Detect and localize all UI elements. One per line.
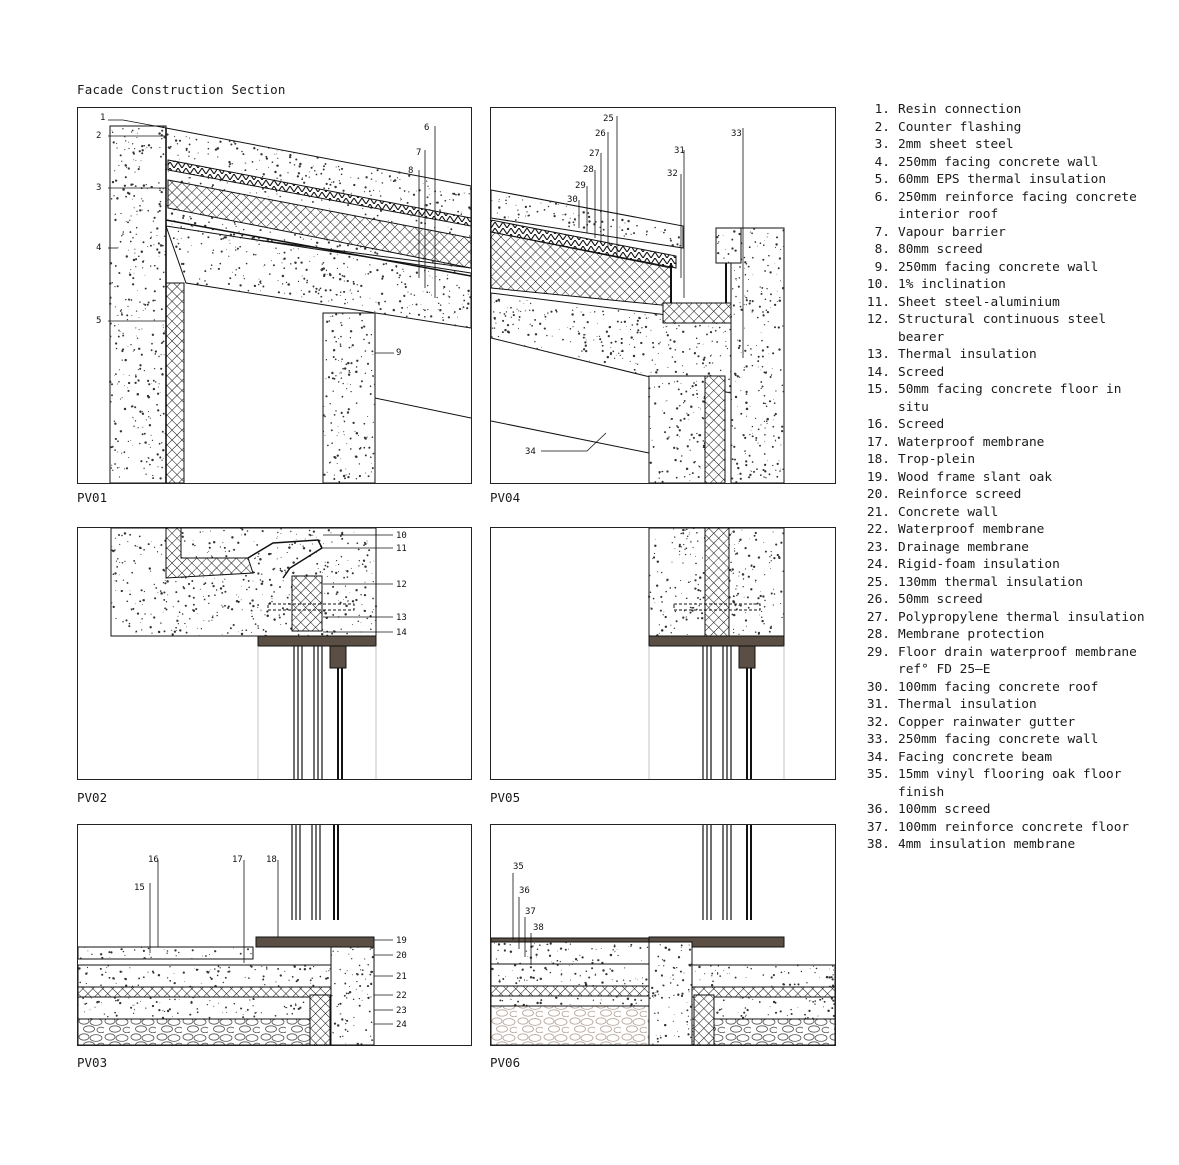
callout-number: 3 xyxy=(96,183,102,193)
legend-item-text: 2mm sheet steel xyxy=(898,137,1014,152)
legend-item-text: Copper rainwater gutter xyxy=(898,714,1076,730)
legend-item-number: 7. xyxy=(874,224,890,240)
legend-item-number: 1. xyxy=(874,102,890,117)
legend-item-text: Concrete wall xyxy=(898,504,999,520)
legend-item xyxy=(856,364,1156,382)
callout-number: 37 xyxy=(525,907,536,917)
materials-legend xyxy=(856,101,1156,854)
legend-item-text: 60mm EPS thermal insulation xyxy=(898,172,1107,187)
legend-item-number: 28. xyxy=(866,627,890,642)
legend-item-number: 32. xyxy=(866,714,890,730)
legend-item-text: 250mm facing concrete wall xyxy=(898,259,1099,275)
legend-item-number: 2. xyxy=(874,119,890,135)
legend-item xyxy=(856,276,1156,294)
legend-item xyxy=(856,224,1156,242)
legend-item-text: Structural continuous steel bearer xyxy=(898,312,1107,345)
callout-number: 30 xyxy=(567,195,578,205)
legend-item-number: 26. xyxy=(866,592,890,607)
callout-number: 2 xyxy=(96,131,102,141)
legend-item-number: 19. xyxy=(866,469,890,485)
panel-pv05 xyxy=(490,527,836,780)
legend-item xyxy=(856,311,1156,346)
legend-item-text: 50mm facing concrete floor in situ xyxy=(898,382,1122,415)
legend-item xyxy=(856,836,1156,854)
callout-number: 15 xyxy=(134,883,145,893)
callout-number: 25 xyxy=(603,114,614,124)
legend-item-number: 17. xyxy=(866,434,890,450)
callout-number: 18 xyxy=(266,855,277,865)
callout-number: 24 xyxy=(396,1020,407,1030)
callout-number: 26 xyxy=(595,129,606,139)
legend-item-text: 50mm screed xyxy=(898,592,983,607)
legend-item xyxy=(856,469,1156,487)
panel-pv01 xyxy=(77,107,472,484)
callout-number: 6 xyxy=(424,123,430,133)
legend-item-text: Reinforce screed xyxy=(898,487,1022,502)
legend-item-number: 27. xyxy=(866,609,890,625)
callout-number: 35 xyxy=(513,862,524,872)
legend-item-text: Floor drain waterproof membrane ref° FD 25—E xyxy=(898,644,1137,677)
legend-item xyxy=(856,136,1156,154)
legend-item-text: Wood frame slant oak xyxy=(898,469,1053,485)
legend-item-text: Counter flashing xyxy=(898,119,1022,135)
legend-item-text: 250mm reinforce facing concrete interior roof xyxy=(898,189,1137,222)
callout-number: 27 xyxy=(589,149,600,159)
legend-item xyxy=(856,626,1156,644)
legend-item-number: 4. xyxy=(874,154,890,170)
callout-number: 1 xyxy=(100,113,106,123)
legend-item xyxy=(856,644,1156,679)
legend-item xyxy=(856,346,1156,364)
legend-item xyxy=(856,539,1156,557)
legend-item-text: Polypropylene thermal insulation xyxy=(898,609,1145,625)
callout-number: 13 xyxy=(396,613,407,623)
legend-item-text: Waterproof membrane xyxy=(898,522,1045,537)
legend-item-text: 130mm thermal insulation xyxy=(898,574,1083,590)
legend-item xyxy=(856,591,1156,609)
callout-number: 22 xyxy=(396,991,407,1001)
legend-item xyxy=(856,241,1156,259)
callout-number: 32 xyxy=(667,169,678,179)
callout-number: 8 xyxy=(408,166,414,176)
callout-number: 19 xyxy=(396,936,407,946)
legend-item-number: 24. xyxy=(866,557,890,572)
legend-item xyxy=(856,819,1156,837)
legend-item-text: 80mm screed xyxy=(898,242,983,257)
page-title: Facade Construction Section xyxy=(77,82,286,97)
legend-item xyxy=(856,574,1156,592)
callout-number: 38 xyxy=(533,923,544,933)
legend-item-text: Screed xyxy=(898,364,945,380)
callout-number: 14 xyxy=(396,628,407,638)
legend-item xyxy=(856,259,1156,277)
legend-item xyxy=(856,119,1156,137)
legend-item-number: 34. xyxy=(866,749,890,765)
callouts-pv01 xyxy=(78,108,471,483)
callout-number: 33 xyxy=(731,129,742,139)
legend-item xyxy=(856,801,1156,819)
legend-item xyxy=(856,101,1156,119)
callout-number: 5 xyxy=(96,316,102,326)
callout-number: 10 xyxy=(396,531,407,541)
legend-item-number: 9. xyxy=(874,259,890,275)
legend-item xyxy=(856,381,1156,416)
legend-item xyxy=(856,294,1156,312)
legend-item xyxy=(856,556,1156,574)
legend-item-text: Vapour barrier xyxy=(898,224,1006,240)
legend-item xyxy=(856,416,1156,434)
legend-item xyxy=(856,609,1156,627)
callout-number: 4 xyxy=(96,243,102,253)
legend-item-number: 37. xyxy=(866,819,890,835)
legend-item-text: Waterproof membrane xyxy=(898,434,1045,450)
legend-item-text: Thermal insulation xyxy=(898,347,1037,362)
legend-item-text: 1% inclination xyxy=(898,277,1006,292)
legend-item-text: Sheet steel-aluminium xyxy=(898,294,1060,310)
callout-number: 34 xyxy=(525,447,536,457)
legend-item-number: 18. xyxy=(866,452,890,467)
panel-pv04 xyxy=(490,107,836,484)
legend-item-text: 100mm reinforce concrete floor xyxy=(898,819,1130,835)
panel-label-pv01: PV01 xyxy=(77,490,108,505)
legend-item xyxy=(856,434,1156,452)
legend-item-number: 14. xyxy=(866,364,890,380)
legend-item-text: Screed xyxy=(898,417,945,432)
legend-item xyxy=(856,486,1156,504)
panel-label-pv04: PV04 xyxy=(490,490,521,505)
legend-item xyxy=(856,714,1156,732)
panel-pv02 xyxy=(77,527,472,780)
callout-number: 23 xyxy=(396,1006,407,1016)
legend-item-text: Facing concrete beam xyxy=(898,749,1053,765)
panel-label-pv05: PV05 xyxy=(490,790,521,805)
legend-item-number: 15. xyxy=(866,382,890,397)
legend-item-number: 3. xyxy=(874,137,890,152)
legend-item-number: 35. xyxy=(866,767,890,782)
legend-item-text: 100mm facing concrete roof xyxy=(898,679,1099,695)
legend-item-number: 23. xyxy=(866,539,890,555)
legend-item xyxy=(856,504,1156,522)
legend-item xyxy=(856,154,1156,172)
legend-item-number: 21. xyxy=(866,504,890,520)
legend-item-number: 16. xyxy=(866,417,890,432)
legend-item-number: 12. xyxy=(866,312,890,327)
legend-item-number: 38. xyxy=(866,837,890,852)
callout-number: 16 xyxy=(148,855,159,865)
legend-item-text: Membrane protection xyxy=(898,627,1045,642)
legend-item-number: 36. xyxy=(866,802,890,817)
legend-item xyxy=(856,731,1156,749)
callouts-pv06 xyxy=(491,825,835,1045)
legend-item-number: 13. xyxy=(866,347,890,362)
legend-item xyxy=(856,521,1156,539)
legend-item xyxy=(856,451,1156,469)
legend-item-text: Rigid-foam insulation xyxy=(898,557,1060,572)
legend-item xyxy=(856,766,1156,801)
legend-item-number: 8. xyxy=(874,242,890,257)
callout-number: 36 xyxy=(519,886,530,896)
legend-item-number: 5. xyxy=(874,172,890,187)
callout-number: 12 xyxy=(396,580,407,590)
callout-number: 11 xyxy=(396,544,407,554)
callout-number: 28 xyxy=(583,165,594,175)
legend-item-text: Trop-plein xyxy=(898,452,976,467)
legend-item-number: 10. xyxy=(866,277,890,292)
legend-item-text: 250mm facing concrete wall xyxy=(898,732,1099,747)
legend-item-number: 11. xyxy=(866,294,890,310)
legend-item-text: 4mm insulation membrane xyxy=(898,837,1076,852)
callouts-pv02 xyxy=(78,528,471,779)
legend-item-text: Drainage membrane xyxy=(898,539,1029,555)
legend-item xyxy=(856,749,1156,767)
legend-item-text: Thermal insulation xyxy=(898,697,1037,712)
panel-pv03 xyxy=(77,824,472,1046)
callout-number: 29 xyxy=(575,181,586,191)
legend-item-number: 31. xyxy=(866,697,890,712)
legend-item-number: 29. xyxy=(866,644,890,660)
legend-item-number: 30. xyxy=(866,679,890,695)
legend-item xyxy=(856,679,1156,697)
panel-label-pv06: PV06 xyxy=(490,1055,521,1070)
callouts-pv03 xyxy=(78,825,471,1045)
legend-item xyxy=(856,189,1156,224)
legend-item-number: 22. xyxy=(866,522,890,537)
callout-number: 20 xyxy=(396,951,407,961)
callouts-pv04 xyxy=(491,108,835,483)
callout-number: 7 xyxy=(416,148,422,158)
legend-item-text: 100mm screed xyxy=(898,802,991,817)
legend-item-number: 6. xyxy=(874,189,890,205)
legend-item-number: 25. xyxy=(866,574,890,590)
callout-number: 21 xyxy=(396,972,407,982)
callout-number: 17 xyxy=(232,855,243,865)
callout-number: 9 xyxy=(396,348,402,358)
callouts-pv05 xyxy=(491,528,835,779)
legend-item xyxy=(856,696,1156,714)
legend-item xyxy=(856,171,1156,189)
legend-item-number: 20. xyxy=(866,487,890,502)
panel-label-pv02: PV02 xyxy=(77,790,108,805)
panel-pv06 xyxy=(490,824,836,1046)
legend-item-text: 15mm vinyl flooring oak floor finish xyxy=(898,767,1122,800)
callout-number: 31 xyxy=(674,146,685,156)
panel-label-pv03: PV03 xyxy=(77,1055,108,1070)
legend-item-text: 250mm facing concrete wall xyxy=(898,154,1099,170)
legend-item-number: 33. xyxy=(866,732,890,747)
legend-item-text: Resin connection xyxy=(898,102,1022,117)
